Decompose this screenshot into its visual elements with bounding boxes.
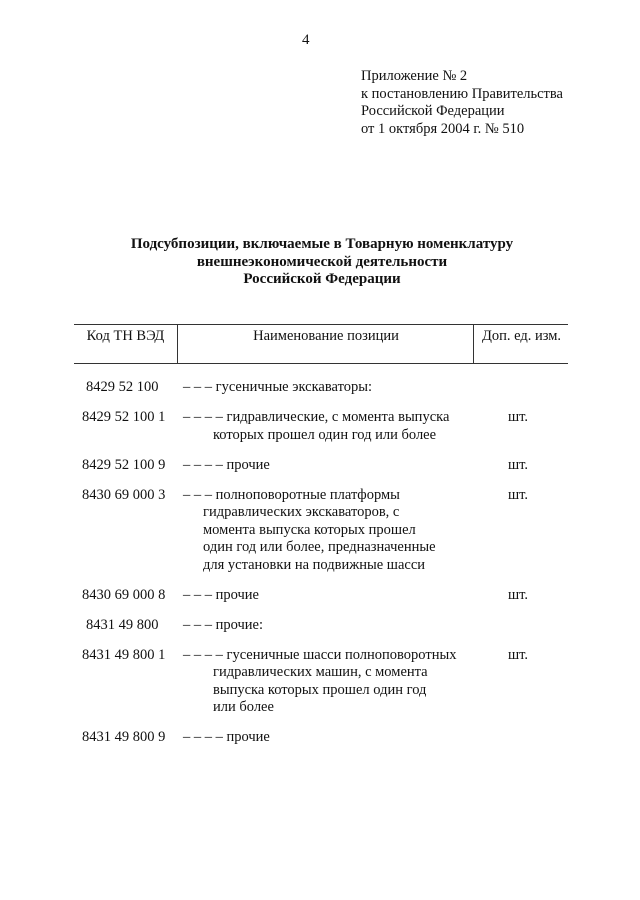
row-unit: шт. xyxy=(508,409,529,425)
row-unit: шт. xyxy=(508,646,529,663)
row-code: 8431 49 800 xyxy=(86,616,159,633)
row-unit: шт. xyxy=(508,456,529,473)
row-unit: шт. xyxy=(508,486,529,503)
header-name: Наименование позиции xyxy=(177,325,474,363)
appendix-line: Российской Федерации xyxy=(361,103,505,119)
row-code: 8429 52 100 9 xyxy=(82,456,166,473)
table-row xyxy=(0,647,640,717)
table-body xyxy=(0,379,640,759)
row-code: 8431 49 800 9 xyxy=(82,729,166,745)
table-row xyxy=(0,379,640,397)
header-code: Код ТН ВЭД xyxy=(86,328,165,344)
table-row xyxy=(0,617,640,635)
row-description: – – – гусеничные экскаваторы: xyxy=(183,379,372,395)
table-row xyxy=(0,729,640,747)
row-description: – – – прочие: xyxy=(183,616,264,633)
appendix-reference xyxy=(361,68,563,138)
table-row xyxy=(0,487,640,575)
row-description: – – – – гусеничные шасси полноповоротных гидравлических машин, с момента выпуска которых прошел один год или более xyxy=(183,646,457,715)
row-description: – – – – прочие xyxy=(183,456,270,473)
appendix-line: Приложение № 2 xyxy=(361,68,468,84)
row-code: 8431 49 800 1 xyxy=(82,646,166,663)
row-unit: шт. xyxy=(508,586,529,603)
table-row xyxy=(0,587,640,605)
row-description: – – – – прочие xyxy=(183,729,270,745)
row-description: – – – – гидравлические, с момента выпуска которых прошел один год или более xyxy=(183,409,450,443)
row-code: 8430 69 000 8 xyxy=(82,586,166,603)
appendix-line: к постановлению Правительства xyxy=(361,85,563,102)
table-row xyxy=(0,457,640,475)
row-code: 8429 52 100 xyxy=(86,379,159,395)
table-header xyxy=(74,324,568,364)
appendix-line: от 1 октября 2004 г. № 510 xyxy=(361,120,525,137)
row-description: – – – прочие xyxy=(183,586,259,603)
document-title: Подсубпозиции, включаемые в Товарную номенклатуру внешнеэкономической деятельности Российской Федерации xyxy=(130,236,514,287)
header-unit: Доп. ед. изм. xyxy=(473,325,569,363)
row-code: 8429 52 100 1 xyxy=(82,409,166,425)
row-description: – – – полноповоротные платформы гидравлических экскаваторов, с момента выпуска которых прошел один год или более, предназначенные для установки на подвижные шасси xyxy=(183,486,436,573)
row-code: 8430 69 000 3 xyxy=(82,486,166,503)
table-row xyxy=(0,409,640,444)
